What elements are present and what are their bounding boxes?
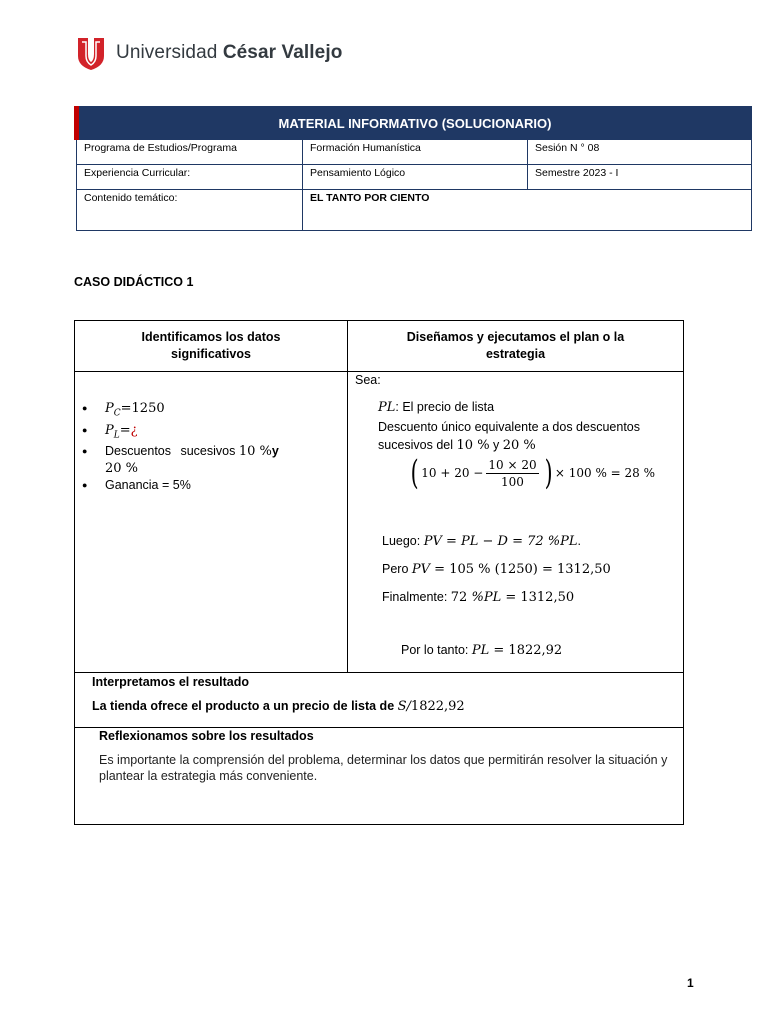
porlotanto-line: Por lo tanto: PL = 1822,92	[401, 643, 563, 658]
contenido-value: EL TANTO POR CIENTO	[303, 190, 752, 231]
programa-value: Formación Humanística	[303, 140, 528, 165]
university-name: Universidad César Vallejo	[116, 42, 343, 63]
programa-label: Programa de Estudios/Programa	[77, 140, 303, 165]
case-title: CASO DIDÁCTICO 1	[74, 275, 194, 289]
contenido-label: Contenido temático:	[77, 190, 303, 231]
strategy-column	[348, 372, 683, 672]
sesion-value: Sesión N ° 08	[528, 140, 752, 165]
luego-line: Luego: PV = PL − D = 72 %PL.	[382, 534, 582, 549]
pl-definition: PL: El precio de lista	[378, 400, 495, 415]
data-column	[75, 372, 348, 672]
experiencia-label: Experiencia Curricular:	[77, 165, 303, 190]
semestre-value: Semestre 2023 - I	[528, 165, 752, 190]
reflexionamos-text: Es importante la comprensión del problema, determinar los datos que permitirán resolver la situación y plantear la estrategia más conveniente.	[99, 753, 668, 783]
reflexionamos-title: Reflexionamos sobre los resultados	[99, 729, 314, 743]
left-header: Identificamos los datos significativos	[75, 321, 348, 372]
right-paren-icon: )	[544, 453, 553, 493]
list-item: ● Descuentos sucesivos 10 %y 20 %	[105, 443, 320, 477]
reflexionamos-section	[75, 727, 683, 825]
pero-line: Pero PV = 105 % (1250) = 1312,50	[382, 562, 611, 577]
left-paren-icon: (	[410, 453, 419, 493]
descuento-line2: sucesivos del 10 % y 20 %	[378, 438, 536, 453]
list-item: ● $P_L=¿$	[105, 422, 320, 444]
experiencia-value: Pensamiento Lógico	[303, 165, 528, 190]
list-item: ● $P_C=1250$	[105, 400, 320, 422]
banner-title: MATERIAL INFORMATIVO (SOLUCIONARIO)	[77, 107, 752, 140]
page-number: 1	[687, 976, 694, 990]
data-list	[105, 400, 320, 493]
interpretamos-text: La tienda ofrece el producto a un precio de lista de S/1822,92	[92, 699, 465, 714]
interpretamos-section	[75, 672, 683, 728]
interpretamos-title: Interpretamos el resultado	[92, 675, 249, 689]
ucv-shield-icon	[76, 36, 106, 70]
university-logo	[76, 36, 342, 70]
descuento-line1: Descuento único equivalente a dos descuentos	[378, 420, 640, 434]
formula: ( 10 + 20 − $\frac{10 \times 20}{100}$ ) × 100 % = 28 %	[410, 453, 656, 493]
fraction: $\frac{10 \times 20}{100}$	[488, 457, 537, 489]
finalmente-line: Finalmente: 72 %PL = 1312,50	[382, 590, 575, 605]
solution-table	[74, 320, 684, 825]
sea-label: Sea:	[355, 373, 381, 387]
right-header: Diseñamos y ejecutamos el plan o la estrategia	[348, 321, 683, 372]
list-item: ● Ganancia = 5%	[105, 477, 320, 493]
info-table	[74, 106, 752, 231]
